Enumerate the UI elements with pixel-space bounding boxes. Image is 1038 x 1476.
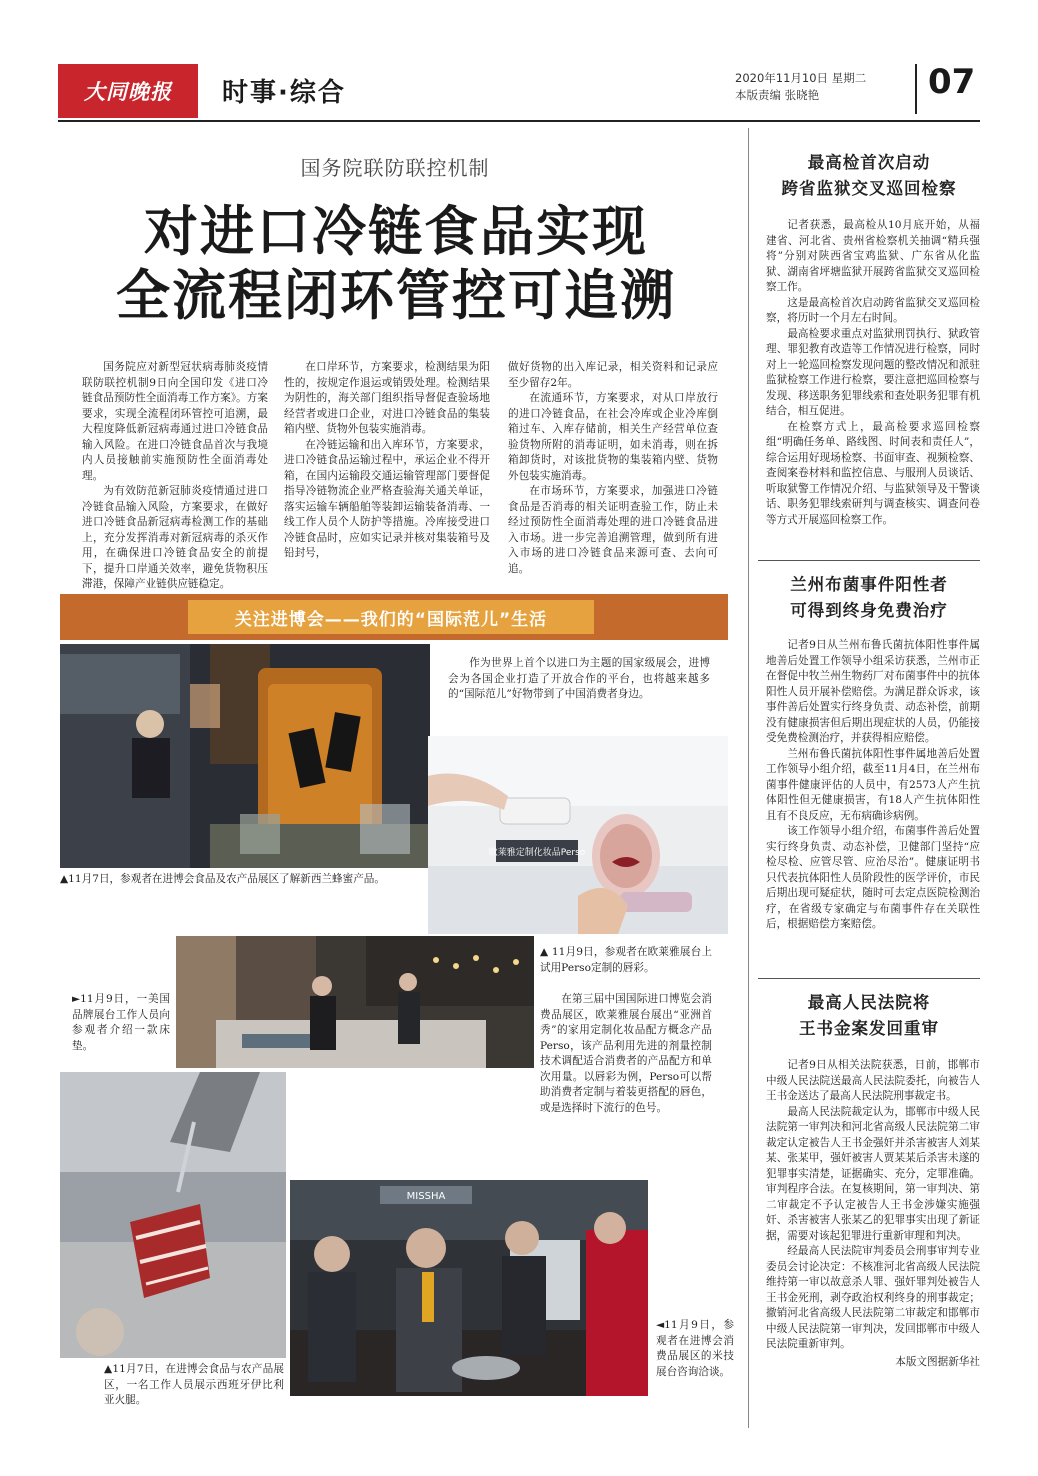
sidebar-title-2: 兰州布菌事件阳性者 可得到终身免费治疗 (790, 575, 948, 620)
caption-honey: ▲11月7日，参观者在进博会食品及农产品展区了解新西兰蜂蜜产品。 (60, 873, 385, 885)
caption-kitchen: ◄11月9日，参观者在进博会消费品展区的米技展台咨询洽谈。 (656, 1319, 734, 1378)
ham-image (60, 1072, 286, 1358)
photo-credit: 本版文图据新华社 (895, 1355, 980, 1368)
caption-ham: ▲11月7日，在进博会食品与农产品展区，一名工作人员展示西班牙伊比利亚火腿。 (104, 1363, 284, 1406)
story-kicker: 国务院联防联控机制 (300, 156, 490, 180)
story-paragraph: 记者获悉，最高检从10月底开始，从福建省、河北省、贵州省检察机关抽调“精兵强将”分别对陕西省宝鸡监狱、广东省从化监狱、湖南省坪塘监狱开展跨省监狱交叉巡回检察工作。 (766, 219, 980, 293)
newspaper-logo: 大同晚报 (58, 64, 198, 118)
photo-kitchen (290, 1180, 648, 1396)
story-headline (56, 200, 736, 328)
story-paragraph: 经最高人民法院审判委员会刑事审判专业委员会讨论决定：不核准河北省高级人民法院维持第一审以故意杀人罪、强奸罪判处被告人王书金死刑，剥夺政治权利终身的刑事裁定；撤销河北省高级人民法院第二审裁定和邯郸市中级人民法院第一审判决，发回邯郸市中级人民法院重新审判。 (766, 1245, 980, 1350)
kitchen-image (290, 1180, 648, 1396)
photo-ham (60, 1072, 286, 1358)
feature-intro: 作为世界上首个以进口为主题的国家级展会，进博会为各国企业打造了开放合作的平台，也将越来越多的“国际范儿”好物带到了中国消费者身边。 (448, 657, 710, 700)
lipstick-story: 在第三届中国国际进口博览会消费品展区，欧莱雅展台展出“亚洲首秀”的家用定制化妆品配方概念产品Perso，该产品利用先进的剂量控制技术调配适合消费者的产品配方和单次用量。以唇彩为例，Perso可以帮助消费者定制与着装更搭配的唇色，或是选择时下流行的色号。 (540, 993, 712, 1114)
booth-sign-text: MISSHA (406, 1191, 446, 1202)
story-column-2 (284, 360, 490, 562)
lipstick-image (428, 736, 728, 934)
product-card-text: 欧莱雅定制化妆品Perso (488, 848, 586, 858)
sidebar-story-1 (766, 218, 980, 528)
story-paragraph: 在冷链运输和出入库环节，方案要求，进口冷链食品运输过程中，承运企业不得开箱，在国内运输段交通运输管理部门要督促指导冷链物流企业严格查验海关通关单证，落实运输车辆船舶等装卸运输装备消毒、一线工作人员个人防护等措施。冷库接受进口冷链食品时，应如实记录并核对集装箱号及铅封号， (284, 438, 490, 559)
story-paragraph: 记者9日从相关法院获悉，日前，邯郸市中级人民法院送最高人民法院委托，向被告人王书金送达了最高人民法院刑事裁定书。 (766, 1059, 980, 1102)
photo-honey (60, 644, 430, 868)
sidebar-story-3 (766, 1058, 980, 1370)
story-paragraph: 最高检要求重点对监狱刑罚执行、狱政管理、罪犯教育改造等工作情况进行检察，同时对上一轮巡回检察发现问题的整改情况和派驻监狱检察工作进行检察，要注意把巡回检察与发现、移送职务犯罪线索和查处职务犯罪有机结合，相互促进。 (766, 327, 980, 417)
feature-band-label: 关注进博会——我们的“国际范儿”生活 (188, 600, 594, 634)
honey-image (60, 644, 430, 868)
story-column-3 (508, 360, 718, 577)
sidebar-rule (758, 560, 980, 561)
issue-date: 2020年11月10日 星期二 (735, 71, 867, 85)
page-number: 07 (928, 62, 976, 102)
headline-line-1: 对进口冷链食品实现 (144, 200, 648, 263)
story-paragraph: 在检察方式上，最高检要求巡回检察组“明确任务单、路线图、时间表和责任人”，综合运用好现场检察、书面审查、视频检察、查阅案卷材料和监控信息、与服刑人员谈话、听取狱警工作情况介绍、与监狱领导及干警谈话、职务犯罪线索研判与调查核实、调查问卷等方式开展巡回检察工作。 (766, 420, 980, 526)
section-title: 时事·综合 (222, 78, 346, 108)
caption-lipstick: ▲ 11月9日，参观者在欧莱雅展台上试用Perso定制的唇彩。 (540, 946, 712, 974)
story-column-1 (82, 360, 268, 593)
headline-line-2: 全流程闭环管控可追溯 (116, 264, 676, 327)
page-editor: 本版责编 张晓艳 (735, 88, 820, 102)
story-paragraph: 兰州布鲁氏菌抗体阳性事件属地善后处置工作领导小组介绍，截至11月4日，在兰州布菌事件健康评估的人员中，有2573人产生抗体阳性但无健康损害，有18人产生抗体阳性且有不良反应，无布病确诊病例。 (766, 747, 980, 822)
header-rule (58, 120, 980, 122)
story-paragraph: 国务院应对新型冠状病毒肺炎疫情联防联控机制9日向全国印发《进口冷链食品预防性全面消毒工作方案》。方案要求，实现全流程闭环管控可追溯，最大程度降低新冠病毒通过进口冷链食品输入风险。在进口冷链食品首次与我境内人员接触前实施预防性全面消毒处理。 (82, 361, 268, 482)
issue-info (735, 70, 866, 104)
column-divider (748, 128, 749, 1428)
story-paragraph: 这是最高检首次启动跨省监狱交叉巡回检察，将历时一个月左右时间。 (766, 296, 980, 324)
story-paragraph: 在口岸环节，方案要求，检测结果为阳性的，按规定作退运或销毁处理。检测结果为阴性的，海关部门组织指导督促查验场地经营者或进口企业，对进口冷链食品的集装箱内壁、货物外包装实施消毒。 (284, 361, 490, 435)
header-divider (915, 64, 917, 114)
sidebar-title-1: 最高检首次启动 跨省监狱交叉巡回检察 (781, 153, 957, 198)
story-paragraph: 做好货物的出入库记录，相关资料和记录应至少留存2年。 (508, 361, 718, 389)
sidebar-story-2 (766, 638, 980, 933)
story-paragraph: 记者9日从兰州布鲁氏菌抗体阳性事件属地善后处置工作领导小组采访获悉，兰州市正在督促中牧兰州生物药厂对布菌事件中的抗体阳性人员开展补偿赔偿。为满足群众诉求，该事件善后处置实行终身负责、动态补偿，前期没有健康损害但后期出现症状的人员，仍能接受免费检测治疗，并获得相应赔偿。 (766, 639, 980, 744)
photo-bed (176, 936, 534, 1068)
bed-image (176, 936, 534, 1068)
story-paragraph: 在市场环节，方案要求，加强进口冷链食品是否消毒的相关证明查验工作，防止未经过预防性全面消毒处理的进口冷链食品进入市场。进一步完善追溯管理，做到所有进入市场的进口冷链食品来源可查、去向可追。 (508, 485, 718, 575)
story-paragraph: 该工作领导小组介绍，布菌事件善后处置实行终身负责、动态补偿，卫健部门坚持“应检尽检、应管尽管、应治尽治”。健康证明书只代表抗体阳性人员阶段性的医学评价，市民后期出现可疑症状，随时可去定点医院检测治疗，在省级专家确定与布菌事件存在关联性后，根据赔偿方案赔偿。 (766, 825, 980, 930)
photo-lipstick (428, 736, 728, 934)
story-paragraph: 最高人民法院裁定认为，邯郸市中级人民法院第一审判决和河北省高级人民法院第二审裁定认定被告人王书金强奸并杀害被害人刘某某、张某甲，强奸被害人贾某某后杀害未遂的犯罪事实清楚，证据确实、充分，定罪准确。审判程序合法。在复核期间，第一审判决、第二审裁定不予认定被告人王书金涉嫌实施强奸、杀害被害人张某乙的犯罪事实出现了新证据，需要对该起犯罪进行重新审理和判决。 (766, 1105, 980, 1242)
sidebar-title-3: 最高人民法院将 王书金案发回重审 (799, 993, 939, 1038)
caption-bed: ►11月9日，一美国品牌展台工作人员向参观者介绍一款床垫。 (72, 993, 170, 1052)
sidebar-rule (758, 978, 980, 979)
story-paragraph: 在流通环节，方案要求，对从口岸放行的进口冷链食品，在社会冷库或企业冷库倒箱过车、入库存储前，相关生产经营单位查验货物所附的消毒证明，如未消毒，则在拆箱卸货时，对该批货物的集装箱内壁、货物外包装实施消毒。 (508, 392, 718, 482)
story-paragraph: 为有效防范新冠肺炎疫情通过进口冷链食品输入风险，方案要求，在做好进口冷链食品新冠病毒检测工作的基础上，充分发挥消毒对新冠病毒的杀灭作用，在确保进口冷链食品安全的前提下，提升口岸通关效率，避免货物积压滞港，保障产业链供应链稳定。 (82, 485, 268, 590)
